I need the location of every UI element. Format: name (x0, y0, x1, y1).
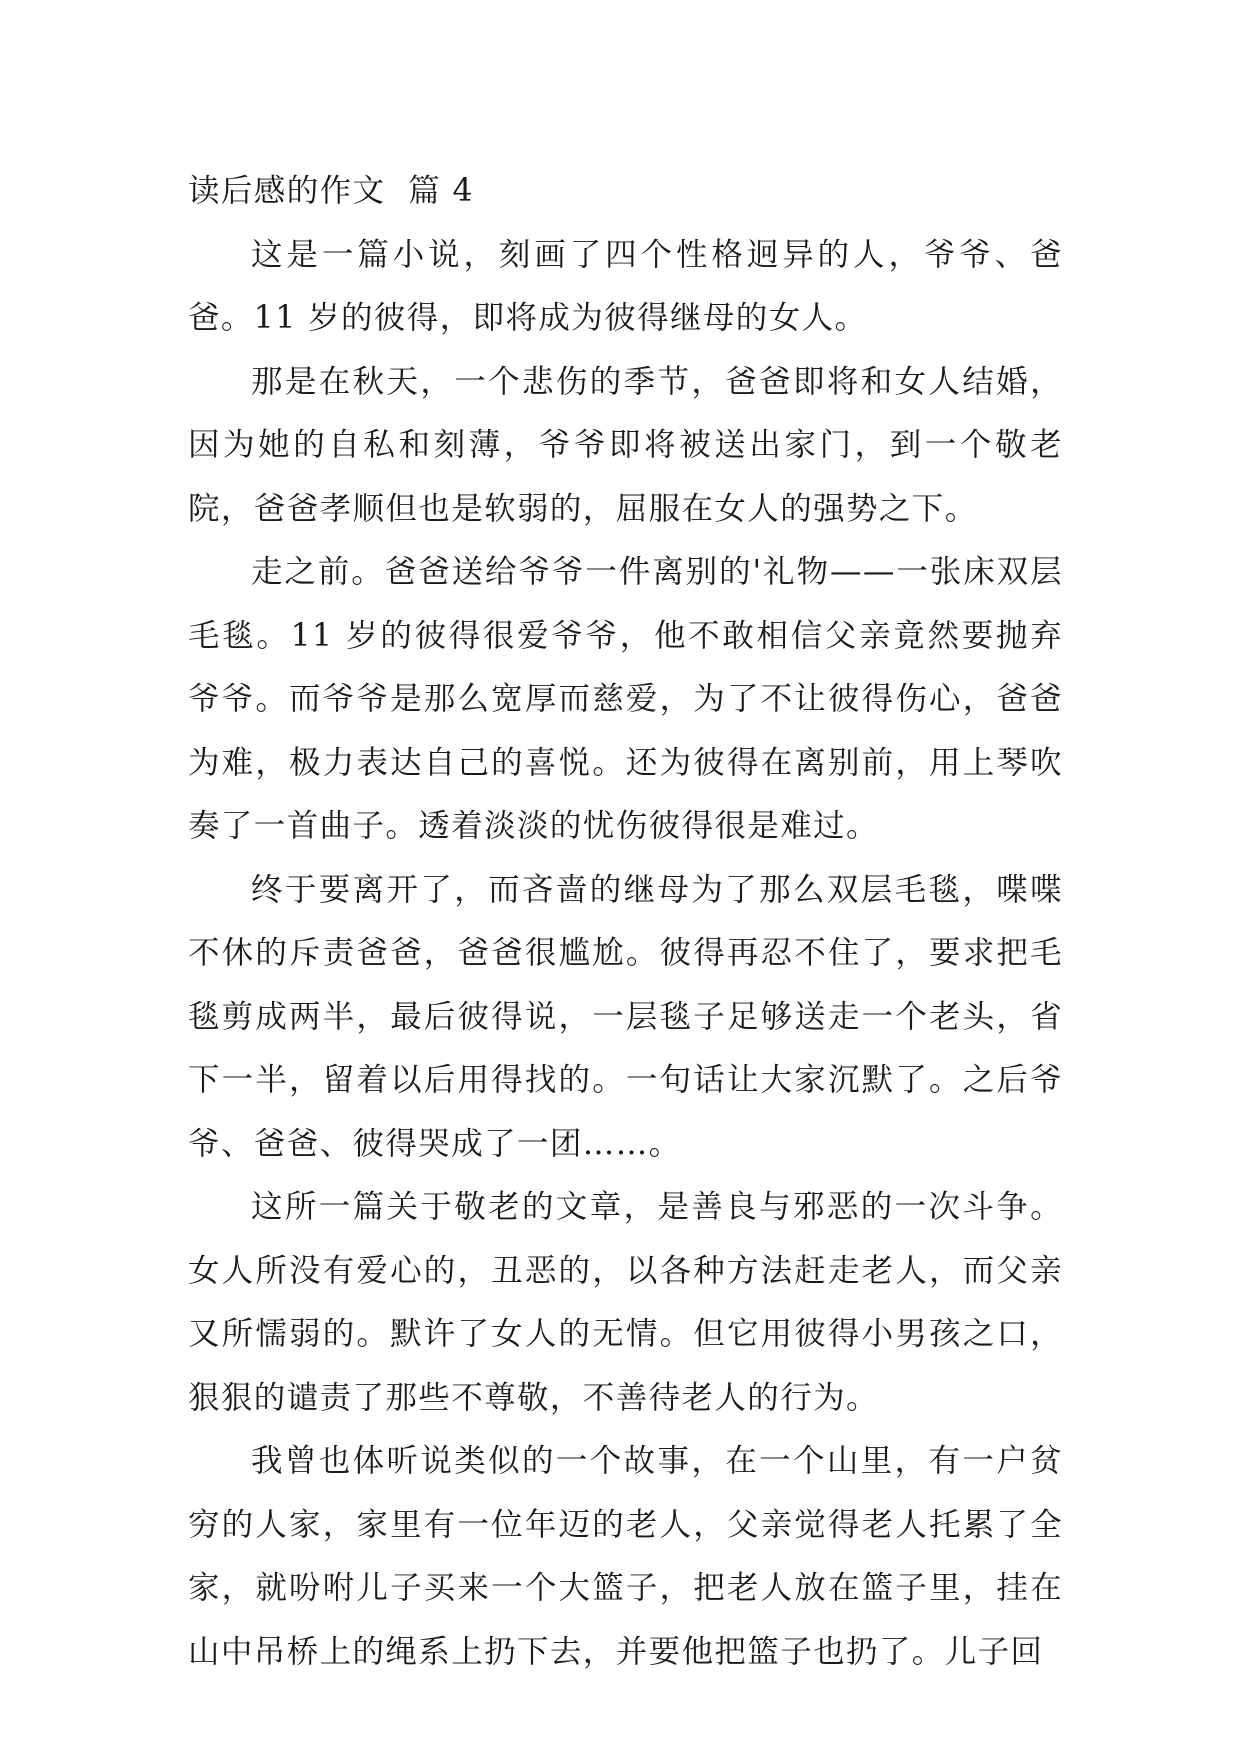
document-body (188, 160, 1063, 1684)
paragraph-5: 这所一篇关于敬老的文章，是善良与邪恶的一次斗争。女人所没有爱心的，丑恶的，以各种方法赶走老人，而父亲又所懦弱的。默许了女人的无情。但它用彼得小男孩之口，狠狠的谴责了那些不尊敬，不善待老人的行为。 (188, 1189, 1063, 1416)
paragraph-4: 终于要离开了，而吝啬的继母为了那么双层毛毯，喋喋不休的斥责爸爸，爸爸很尴尬。彼得再忍不住了，要求把毛毯剪成两半，最后彼得说，一层毯子足够送走一个老头，省下一半，留着以后用得找的。一句话让大家沉默了。之后爷爷、爸爸、彼得哭成了一团……。 (188, 871, 1063, 1162)
paragraph-6: 我曾也体听说类似的一个故事，在一个山里，有一户贫穷的人家，家里有一位年迈的老人，父亲觉得老人托累了全家，就吩咐儿子买来一个大篮子，把老人放在篮子里，挂在山中吊桥上的绳系上扔下去，并要他把篮子也扔了。儿子回 (188, 1443, 1063, 1670)
paragraph-2: 那是在秋天，一个悲伤的季节，爸爸即将和女人结婚，因为她的自私和刻薄，爷爷即将被送出家门，到一个敬老院，爸爸孝顺但也是软弱的，屈服在女人的强势之下。 (188, 363, 1063, 527)
document-title: 读后感的作文 篇 4 (188, 173, 474, 209)
paragraph-3: 走之前。爸爸送给爷爷一件离别的'礼物——一张床双层毛毯。11 岁的彼得很爱爷爷，他不敢相信父亲竟然要抛弃爷爷。而爷爷是那么宽厚而慈爱，为了不让彼得伤心，爸爸为难，极力表达自己的喜悦。还为彼得在离别前，用上琴吹奏了一首曲子。透着淡淡的忧伤彼得很是难过。 (188, 554, 1063, 844)
paragraph-1: 这是一篇小说，刻画了四个性格迥异的人，爷爷、爸爸。11 岁的彼得，即将成为彼得继母的女人。 (188, 236, 1063, 336)
